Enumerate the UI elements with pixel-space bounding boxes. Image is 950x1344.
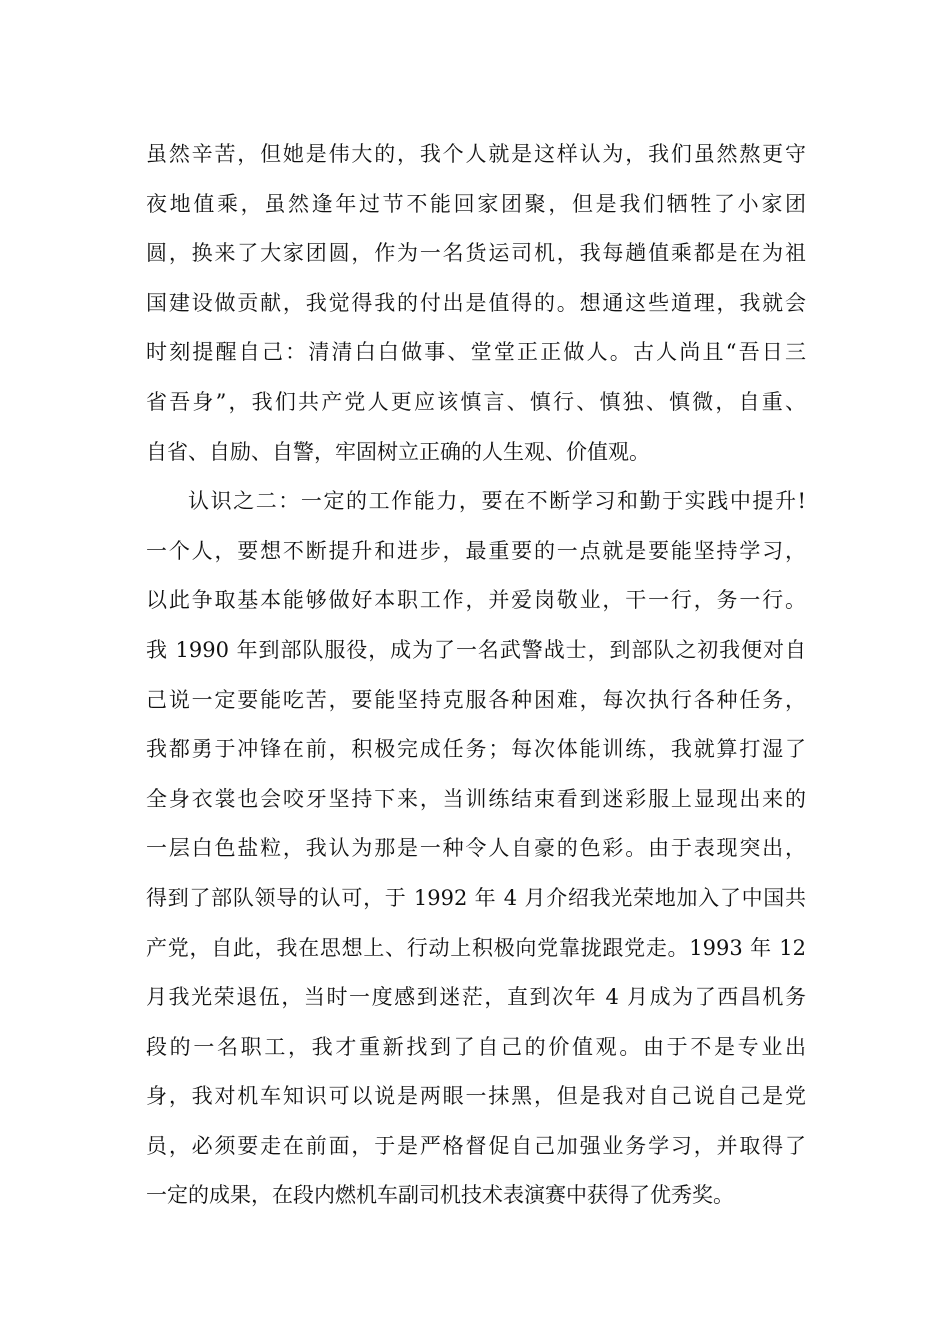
text-line: 夜地值乘，虽然逢年过节不能回家团聚，但是我们牺牲了小家团 bbox=[146, 191, 806, 216]
text-line: 一个人，要想不断提升和进步，最重要的一点就是要能坚持学习， bbox=[146, 538, 806, 563]
text-line: 圆，换来了大家团圆，作为一名货运司机，我每趟值乘都是在为祖 bbox=[146, 241, 806, 266]
text-line: 段的一名职工，我才重新找到了自己的价值观。由于不是专业出 bbox=[146, 1034, 806, 1059]
text-line: 虽然辛苦，但她是伟大的，我个人就是这样认为，我们虽然熬更守 bbox=[146, 142, 806, 166]
paragraph-first-line: 认识之二：一定的工作能力，要在不断学习和勤于实践中提升! bbox=[188, 489, 806, 514]
text-line: 员，必须要走在前面，于是严格督促自己加强业务学习，并取得了 bbox=[146, 1133, 806, 1158]
paragraph-end-line: 一定的成果，在段内燃机车副司机技术表演赛中获得了优秀奖。 bbox=[146, 1183, 734, 1208]
body-text bbox=[146, 130, 806, 1221]
text-line: 产党，自此，我在思想上、行动上积极向党靠拢跟党走。1993 年 12 bbox=[146, 935, 806, 960]
text-line: 国建设做贡献，我觉得我的付出是值得的。想通这些道理，我就会 bbox=[146, 290, 806, 315]
text-line: 得到了部队领导的认可，于 1992 年 4 月介绍我光荣地加入了中国共 bbox=[146, 885, 806, 910]
text-line: 己说一定要能吃苦，要能坚持克服各种困难，每次执行各种任务， bbox=[146, 687, 806, 712]
text-line: 月我光荣退伍，当时一度感到迷茫，直到次年 4 月成为了西昌机务 bbox=[146, 985, 806, 1010]
text-line: 我都勇于冲锋在前，积极完成任务；每次体能训练，我就算打湿了 bbox=[146, 737, 806, 762]
text-line: 全身衣裳也会咬牙坚持下来，当训练结束看到迷彩服上显现出来的 bbox=[146, 786, 806, 811]
text-line: 我 1990 年到部队服役，成为了一名武警战士，到部队之初我便对自 bbox=[146, 637, 806, 662]
text-line: 时刻提醒自己：清清白白做事、堂堂正正做人。古人尚且“吾日三 bbox=[146, 340, 806, 365]
text-line: 以此争取基本能够做好本职工作，并爱岗敬业，干一行，务一行。 bbox=[146, 588, 806, 613]
text-line: 身，我对机车知识可以说是两眼一抹黑，但是我对自己说自己是党 bbox=[146, 1084, 806, 1109]
paragraph-end-line: 自省、自励、自警，牢固树立正确的人生观、价值观。 bbox=[146, 439, 650, 464]
text-line: 一层白色盐粒，我认为那是一种令人自豪的色彩。由于表现突出， bbox=[146, 836, 806, 861]
text-line: 省吾身”，我们共产党人更应该慎言、慎行、慎独、慎微，自重、 bbox=[146, 389, 806, 414]
